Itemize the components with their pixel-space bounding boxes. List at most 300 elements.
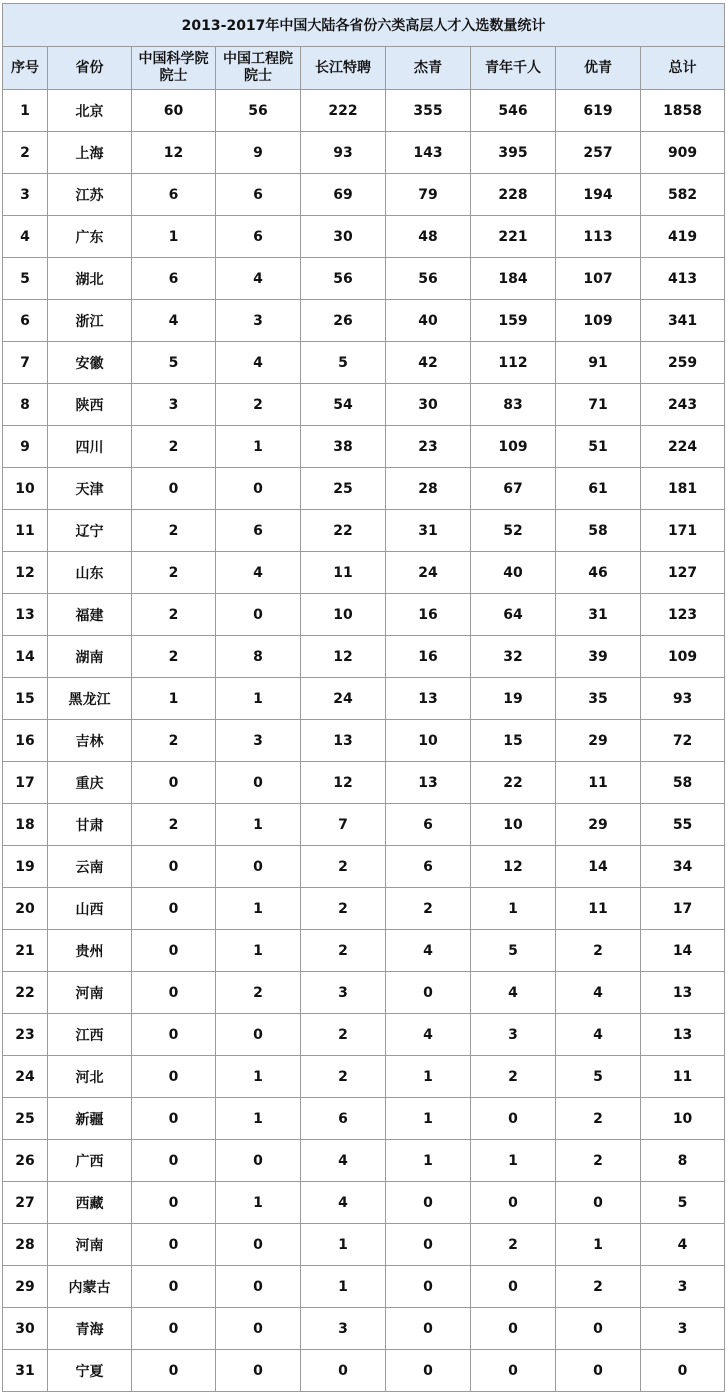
youth-1000-cell: 395: [471, 132, 556, 174]
province-cell: 河南: [48, 1224, 132, 1266]
changjiang-cell: 93: [301, 132, 386, 174]
table-title: 2013-2017年中国大陆各省份六类高层人才入选数量统计: [3, 4, 725, 47]
youth-1000-cell: 221: [471, 216, 556, 258]
province-cell: 贵州: [48, 930, 132, 972]
cae-cell: 1: [216, 1182, 301, 1224]
table-row: [3, 888, 725, 930]
table-body: [3, 90, 725, 1392]
total-cell: 259: [641, 342, 725, 384]
youth-1000-cell: 159: [471, 300, 556, 342]
total-cell: 17: [641, 888, 725, 930]
cae-cell: 0: [216, 1224, 301, 1266]
youth-1000-cell: 67: [471, 468, 556, 510]
index-cell: 6: [3, 300, 48, 342]
total-cell: 58: [641, 762, 725, 804]
index-cell: 15: [3, 678, 48, 720]
youqing-cell: 11: [556, 888, 641, 930]
index-cell: 8: [3, 384, 48, 426]
jieqing-cell: 13: [386, 678, 471, 720]
youth-1000-cell: 52: [471, 510, 556, 552]
cae-cell: 1: [216, 426, 301, 468]
cae-cell: 1: [216, 888, 301, 930]
province-cell: 辽宁: [48, 510, 132, 552]
youqing-cell: 257: [556, 132, 641, 174]
province-cell: 黑龙江: [48, 678, 132, 720]
province-cell: 天津: [48, 468, 132, 510]
youqing-cell: 39: [556, 636, 641, 678]
cas-cell: 0: [132, 1308, 216, 1350]
cas-cell: 2: [132, 552, 216, 594]
cas-cell: 6: [132, 258, 216, 300]
column-header-text: 省份: [75, 59, 104, 76]
changjiang-cell: 24: [301, 678, 386, 720]
youth-1000-cell: 40: [471, 552, 556, 594]
table-header-row: [3, 47, 725, 90]
total-cell: 4: [641, 1224, 725, 1266]
changjiang-cell: 222: [301, 90, 386, 132]
province-cell: 重庆: [48, 762, 132, 804]
jieqing-cell: 56: [386, 258, 471, 300]
province-cell: 广东: [48, 216, 132, 258]
changjiang-cell: 4: [301, 1140, 386, 1182]
youqing-cell: 2: [556, 1266, 641, 1308]
changjiang-cell: 13: [301, 720, 386, 762]
changjiang-cell: 2: [301, 1014, 386, 1056]
cas-cell: 0: [132, 1224, 216, 1266]
column-header-text: 中国工程院: [223, 51, 293, 67]
youqing-cell: 2: [556, 1098, 641, 1140]
header-youth-1000: [471, 47, 556, 90]
total-cell: 11: [641, 1056, 725, 1098]
province-cell: 江西: [48, 1014, 132, 1056]
table-row: [3, 510, 725, 552]
cae-cell: 6: [216, 510, 301, 552]
cae-cell: 1: [216, 678, 301, 720]
index-cell: 12: [3, 552, 48, 594]
jieqing-cell: 30: [386, 384, 471, 426]
youth-1000-cell: 184: [471, 258, 556, 300]
province-cell: 山东: [48, 552, 132, 594]
index-cell: 23: [3, 1014, 48, 1056]
cas-cell: 0: [132, 846, 216, 888]
youth-1000-cell: 15: [471, 720, 556, 762]
column-header-text: 青年千人: [485, 59, 541, 76]
table-row: [3, 1140, 725, 1182]
cae-cell: 0: [216, 594, 301, 636]
column-header-text: 中国科学院: [138, 51, 209, 67]
jieqing-cell: 31: [386, 510, 471, 552]
cae-cell: 6: [216, 216, 301, 258]
index-cell: 22: [3, 972, 48, 1014]
province-cell: 浙江: [48, 300, 132, 342]
youqing-cell: 31: [556, 594, 641, 636]
changjiang-cell: 38: [301, 426, 386, 468]
table-row: [3, 804, 725, 846]
header-jieqing: [386, 47, 471, 90]
table-row: [3, 1056, 725, 1098]
cas-cell: 3: [132, 384, 216, 426]
changjiang-cell: 10: [301, 594, 386, 636]
total-cell: 93: [641, 678, 725, 720]
header-total: [641, 47, 725, 90]
header-youqing: [556, 47, 641, 90]
youth-1000-cell: 32: [471, 636, 556, 678]
cae-cell: 0: [216, 1014, 301, 1056]
changjiang-cell: 12: [301, 636, 386, 678]
youqing-cell: 113: [556, 216, 641, 258]
cas-cell: 0: [132, 930, 216, 972]
changjiang-cell: 26: [301, 300, 386, 342]
cas-cell: 0: [132, 468, 216, 510]
jieqing-cell: 16: [386, 594, 471, 636]
index-cell: 27: [3, 1182, 48, 1224]
cae-cell: 6: [216, 174, 301, 216]
table-row: [3, 258, 725, 300]
total-cell: 13: [641, 1014, 725, 1056]
youqing-cell: 0: [556, 1308, 641, 1350]
cas-cell: 12: [132, 132, 216, 174]
jieqing-cell: 2: [386, 888, 471, 930]
province-cell: 新疆: [48, 1098, 132, 1140]
index-cell: 7: [3, 342, 48, 384]
youth-1000-cell: 5: [471, 930, 556, 972]
youqing-cell: 619: [556, 90, 641, 132]
youth-1000-cell: 10: [471, 804, 556, 846]
header-province: [48, 47, 132, 90]
table-row: [3, 1182, 725, 1224]
table-row: [3, 1014, 725, 1056]
total-cell: 55: [641, 804, 725, 846]
youqing-cell: 2: [556, 930, 641, 972]
cas-cell: 0: [132, 1140, 216, 1182]
jieqing-cell: 1: [386, 1140, 471, 1182]
index-cell: 5: [3, 258, 48, 300]
column-header-text: 优青: [584, 59, 612, 76]
index-cell: 16: [3, 720, 48, 762]
changjiang-cell: 25: [301, 468, 386, 510]
column-header-text: 序号: [11, 59, 39, 76]
table-row: [3, 1098, 725, 1140]
jieqing-cell: 0: [386, 1266, 471, 1308]
jieqing-cell: 143: [386, 132, 471, 174]
table-row: [3, 132, 725, 174]
cas-cell: 0: [132, 1056, 216, 1098]
total-cell: 123: [641, 594, 725, 636]
province-cell: 云南: [48, 846, 132, 888]
jieqing-cell: 0: [386, 1308, 471, 1350]
youth-1000-cell: 0: [471, 1308, 556, 1350]
jieqing-cell: 4: [386, 1014, 471, 1056]
youth-1000-cell: 0: [471, 1182, 556, 1224]
index-cell: 21: [3, 930, 48, 972]
cas-cell: 0: [132, 1014, 216, 1056]
cae-cell: 9: [216, 132, 301, 174]
table-row: [3, 636, 725, 678]
cas-cell: 6: [132, 174, 216, 216]
jieqing-cell: 42: [386, 342, 471, 384]
index-cell: 11: [3, 510, 48, 552]
cae-cell: 3: [216, 720, 301, 762]
header-index: [3, 47, 48, 90]
changjiang-cell: 4: [301, 1182, 386, 1224]
index-cell: 17: [3, 762, 48, 804]
total-cell: 10: [641, 1098, 725, 1140]
jieqing-cell: 1: [386, 1056, 471, 1098]
cae-cell: 4: [216, 258, 301, 300]
table-row: [3, 972, 725, 1014]
index-cell: 9: [3, 426, 48, 468]
total-cell: 413: [641, 258, 725, 300]
province-cell: 湖南: [48, 636, 132, 678]
table-row: [3, 1350, 725, 1392]
youqing-cell: 11: [556, 762, 641, 804]
province-cell: 吉林: [48, 720, 132, 762]
column-header-text: 总计: [668, 59, 697, 76]
youqing-cell: 14: [556, 846, 641, 888]
changjiang-cell: 3: [301, 1308, 386, 1350]
youqing-cell: 2: [556, 1140, 641, 1182]
jieqing-cell: 6: [386, 846, 471, 888]
jieqing-cell: 13: [386, 762, 471, 804]
jieqing-cell: 23: [386, 426, 471, 468]
index-cell: 31: [3, 1350, 48, 1392]
cas-cell: 2: [132, 720, 216, 762]
youqing-cell: 0: [556, 1182, 641, 1224]
cae-cell: 2: [216, 972, 301, 1014]
youth-1000-cell: 22: [471, 762, 556, 804]
stats-table-container: [2, 3, 724, 1392]
table-row: [3, 1266, 725, 1308]
cae-cell: 0: [216, 1266, 301, 1308]
header-cae: [216, 47, 301, 90]
cae-cell: 0: [216, 1350, 301, 1392]
jieqing-cell: 28: [386, 468, 471, 510]
cas-cell: 2: [132, 426, 216, 468]
jieqing-cell: 40: [386, 300, 471, 342]
cas-cell: 0: [132, 972, 216, 1014]
changjiang-cell: 5: [301, 342, 386, 384]
table-row: [3, 930, 725, 972]
jieqing-cell: 0: [386, 1224, 471, 1266]
cas-cell: 4: [132, 300, 216, 342]
cas-cell: 2: [132, 510, 216, 552]
cae-cell: 1: [216, 930, 301, 972]
changjiang-cell: 6: [301, 1098, 386, 1140]
cas-cell: 0: [132, 1182, 216, 1224]
table-row: [3, 90, 725, 132]
changjiang-cell: 2: [301, 846, 386, 888]
cas-cell: 2: [132, 594, 216, 636]
province-cell: 河北: [48, 1056, 132, 1098]
index-cell: 13: [3, 594, 48, 636]
jieqing-cell: 10: [386, 720, 471, 762]
province-cell: 江苏: [48, 174, 132, 216]
province-cell: 北京: [48, 90, 132, 132]
index-cell: 29: [3, 1266, 48, 1308]
youqing-cell: 29: [556, 720, 641, 762]
cae-cell: 1: [216, 804, 301, 846]
index-cell: 28: [3, 1224, 48, 1266]
total-cell: 8: [641, 1140, 725, 1182]
youqing-cell: 51: [556, 426, 641, 468]
changjiang-cell: 56: [301, 258, 386, 300]
table-row: [3, 552, 725, 594]
province-cell: 陕西: [48, 384, 132, 426]
cae-cell: 56: [216, 90, 301, 132]
total-cell: 1858: [641, 90, 725, 132]
total-cell: 3: [641, 1266, 725, 1308]
youqing-cell: 58: [556, 510, 641, 552]
cas-cell: 1: [132, 678, 216, 720]
cae-cell: 4: [216, 552, 301, 594]
youth-1000-cell: 0: [471, 1266, 556, 1308]
cae-cell: 8: [216, 636, 301, 678]
youth-1000-cell: 12: [471, 846, 556, 888]
total-cell: 909: [641, 132, 725, 174]
total-cell: 243: [641, 384, 725, 426]
cas-cell: 1: [132, 216, 216, 258]
total-cell: 3: [641, 1308, 725, 1350]
cae-cell: 1: [216, 1056, 301, 1098]
youth-1000-cell: 2: [471, 1056, 556, 1098]
column-header-text: 杰青: [414, 59, 442, 76]
changjiang-cell: 54: [301, 384, 386, 426]
youqing-cell: 4: [556, 972, 641, 1014]
index-cell: 2: [3, 132, 48, 174]
province-cell: 安徽: [48, 342, 132, 384]
youqing-cell: 29: [556, 804, 641, 846]
youth-1000-cell: 109: [471, 426, 556, 468]
total-cell: 14: [641, 930, 725, 972]
youqing-cell: 5: [556, 1056, 641, 1098]
index-cell: 10: [3, 468, 48, 510]
table-row: [3, 594, 725, 636]
jieqing-cell: 24: [386, 552, 471, 594]
cae-cell: 4: [216, 342, 301, 384]
total-cell: 0: [641, 1350, 725, 1392]
youth-1000-cell: 112: [471, 342, 556, 384]
table-row: [3, 426, 725, 468]
province-cell: 内蒙古: [48, 1266, 132, 1308]
cae-cell: 0: [216, 1308, 301, 1350]
changjiang-cell: 2: [301, 888, 386, 930]
jieqing-cell: 0: [386, 1182, 471, 1224]
cae-cell: 3: [216, 300, 301, 342]
province-cell: 山西: [48, 888, 132, 930]
stats-table: [2, 3, 725, 1392]
province-cell: 福建: [48, 594, 132, 636]
total-cell: 171: [641, 510, 725, 552]
youqing-cell: 0: [556, 1350, 641, 1392]
index-cell: 26: [3, 1140, 48, 1182]
youth-1000-cell: 1: [471, 888, 556, 930]
total-cell: 5: [641, 1182, 725, 1224]
table-row: [3, 468, 725, 510]
index-cell: 19: [3, 846, 48, 888]
province-cell: 四川: [48, 426, 132, 468]
youqing-cell: 1: [556, 1224, 641, 1266]
cas-cell: 0: [132, 888, 216, 930]
province-cell: 湖北: [48, 258, 132, 300]
table-row: [3, 720, 725, 762]
cas-cell: 0: [132, 762, 216, 804]
index-cell: 14: [3, 636, 48, 678]
youqing-cell: 109: [556, 300, 641, 342]
jieqing-cell: 1: [386, 1098, 471, 1140]
jieqing-cell: 16: [386, 636, 471, 678]
youth-1000-cell: 4: [471, 972, 556, 1014]
youth-1000-cell: 19: [471, 678, 556, 720]
province-cell: 上海: [48, 132, 132, 174]
total-cell: 109: [641, 636, 725, 678]
table-row: [3, 384, 725, 426]
youqing-cell: 4: [556, 1014, 641, 1056]
table-row: [3, 678, 725, 720]
province-cell: 河南: [48, 972, 132, 1014]
index-cell: 25: [3, 1098, 48, 1140]
table-row: [3, 762, 725, 804]
changjiang-cell: 0: [301, 1350, 386, 1392]
province-cell: 广西: [48, 1140, 132, 1182]
index-cell: 20: [3, 888, 48, 930]
total-cell: 341: [641, 300, 725, 342]
total-cell: 72: [641, 720, 725, 762]
index-cell: 4: [3, 216, 48, 258]
changjiang-cell: 7: [301, 804, 386, 846]
youqing-cell: 71: [556, 384, 641, 426]
table-row: [3, 216, 725, 258]
total-cell: 582: [641, 174, 725, 216]
changjiang-cell: 1: [301, 1266, 386, 1308]
index-cell: 24: [3, 1056, 48, 1098]
province-cell: 青海: [48, 1308, 132, 1350]
youqing-cell: 61: [556, 468, 641, 510]
cas-cell: 2: [132, 804, 216, 846]
table-row: [3, 1308, 725, 1350]
index-cell: 1: [3, 90, 48, 132]
total-cell: 13: [641, 972, 725, 1014]
youqing-cell: 91: [556, 342, 641, 384]
cas-cell: 5: [132, 342, 216, 384]
table-row: [3, 300, 725, 342]
jieqing-cell: 6: [386, 804, 471, 846]
cas-cell: 60: [132, 90, 216, 132]
cae-cell: 0: [216, 1140, 301, 1182]
changjiang-cell: 22: [301, 510, 386, 552]
table-row: [3, 1224, 725, 1266]
header-cas: [132, 47, 216, 90]
jieqing-cell: 0: [386, 1350, 471, 1392]
youth-1000-cell: 3: [471, 1014, 556, 1056]
youth-1000-cell: 83: [471, 384, 556, 426]
province-cell: 甘肃: [48, 804, 132, 846]
header-changjiang: [301, 47, 386, 90]
changjiang-cell: 2: [301, 930, 386, 972]
total-cell: 181: [641, 468, 725, 510]
jieqing-cell: 355: [386, 90, 471, 132]
province-cell: 宁夏: [48, 1350, 132, 1392]
total-cell: 127: [641, 552, 725, 594]
table-row: [3, 846, 725, 888]
cae-cell: 2: [216, 384, 301, 426]
cae-cell: 0: [216, 762, 301, 804]
youth-1000-cell: 2: [471, 1224, 556, 1266]
youth-1000-cell: 228: [471, 174, 556, 216]
youqing-cell: 107: [556, 258, 641, 300]
cae-cell: 0: [216, 468, 301, 510]
total-cell: 224: [641, 426, 725, 468]
jieqing-cell: 79: [386, 174, 471, 216]
